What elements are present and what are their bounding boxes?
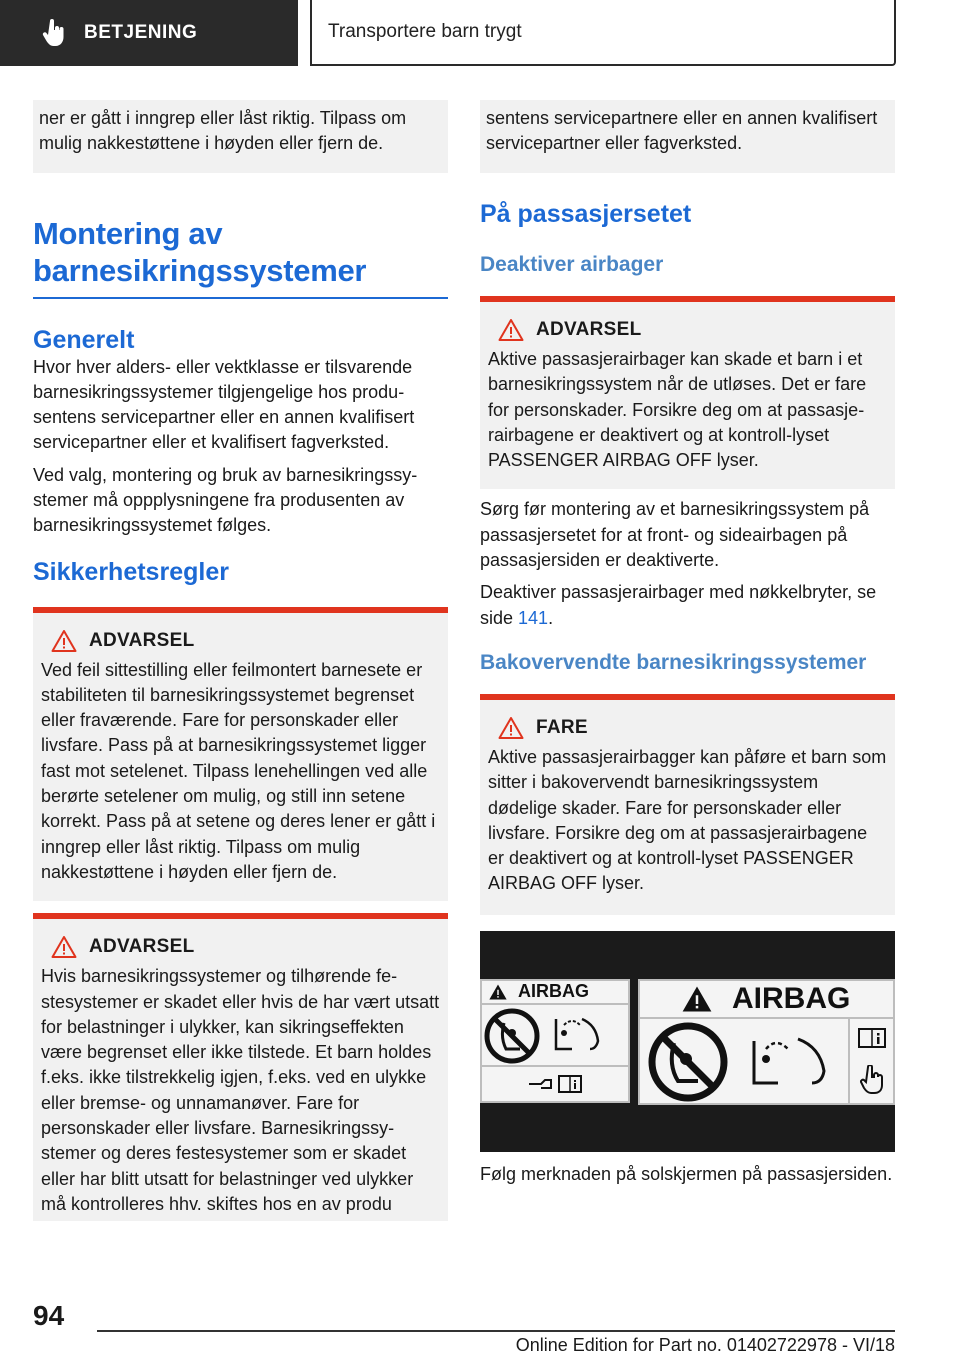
no-child-seat-icon — [482, 1005, 542, 1067]
warning-text: Hvis barnesikringssystemer og tilhørende festesystemer er skadet eller hvis de har vært utsatt for belastninger i ulykker, kan sikringseffekten være begrenset eller ikke tilstede. Et barn holdes f.eks. ikke tilstrekkelig igjen, f.eks. ved en ulykke eller bremse- og unnamanøver. Fare for personskader eller livsfare. Barnesikringssystemer og deres festesystemer som er skadet eller har blitt utsatt for belastninger ved ulykker må kontrolleres hhv. skiftes hos en av produ — [41, 966, 440, 1214]
key-switch-text: Deaktiver passasjerairbager med nøkkelbryter, se side — [480, 582, 877, 628]
airbag-label-photo — [480, 931, 895, 1152]
section-label: BETJENING — [84, 22, 198, 43]
danger-box — [480, 694, 895, 915]
airbag-label-large — [638, 979, 895, 1105]
pointing-hand-and-book-icon — [525, 1072, 585, 1096]
general-paragraph-1: Hvor hver alders- eller vektklasse er tilsvarende barnesikringssystemer tilgjengelige hos produsentens servicepartner eller en annen kvalifisert servicepartner eller et kvalifisert fagverksted. — [33, 356, 415, 453]
airbag-label-text: AIRBAG — [518, 981, 589, 1002]
warning-triangle-icon — [498, 318, 524, 342]
hand-pointer-icon — [42, 19, 66, 47]
warning-title: ADVARSEL — [536, 319, 642, 340]
warning-box-1 — [33, 607, 448, 902]
key-switch-suffix: . — [548, 607, 554, 628]
warning-triangle-icon — [680, 984, 714, 1014]
safety-heading: Sikkerhetsregler — [33, 557, 229, 586]
airbag-deploy-icon — [736, 1019, 848, 1105]
danger-title: FARE — [536, 716, 588, 738]
warning-title: ADVARSEL — [89, 629, 195, 651]
warning-title: ADVARSEL — [89, 936, 195, 958]
warning-triangle-icon — [51, 629, 77, 653]
airbag-label-small — [480, 979, 630, 1103]
left-column — [33, 100, 448, 1221]
deactivate-airbags-heading: Deaktiver airbager — [480, 253, 664, 276]
page-number: 94 — [33, 1300, 65, 1331]
chapter-title: Transportere barn trygt — [310, 0, 896, 66]
right-column — [480, 100, 895, 1187]
no-child-seat-icon — [640, 1019, 736, 1105]
main-heading: Montering av barnesikringssystemer — [33, 216, 367, 288]
pointing-hand-icon — [859, 1065, 885, 1095]
key-switch-paragraph — [480, 580, 895, 631]
warning-triangle-icon — [51, 935, 77, 959]
photo-caption: Følg merknaden på solskjermen på passasjersiden. — [480, 1163, 893, 1184]
passenger-seat-heading: På passasjersetet — [480, 200, 692, 228]
warning-triangle-icon — [488, 983, 508, 1001]
airbag-deploy-icon — [542, 1005, 612, 1067]
carry-over-box — [480, 100, 895, 173]
carry-over-text: ner er gått i inngrep eller låst riktig. Tilpass om mulig nakkestøttene i høyden eller fjern de. — [39, 108, 407, 154]
warning-triangle-icon — [498, 716, 524, 740]
general-paragraph-2: Ved valg, montering og bruk av barnesikringssystemer må oppplysningene fra produsenten av barnesikringssystemet følges. — [33, 464, 418, 536]
footer-rule — [97, 1330, 895, 1332]
section-tab[interactable] — [0, 0, 298, 66]
edition-text: Online Edition for Part no. 01402722978 - VI/18 — [515, 1335, 895, 1355]
warning-box-2 — [33, 913, 448, 1221]
danger-text: Aktive passasjerairbagger kan påføre et barn som sitter i bakovervendt barnesikringssystem dødelige skader. Fare for personskader eller livsfare. Forsikre deg om at passasjerairbagene er deaktivert og at kontroll-lyset PASSENGER AIRBAG OFF lyser. — [488, 746, 887, 894]
warning-text: Ved feil sittestilling eller feilmontert barnesete er stabiliteten til barnesikringssystemet begrenset eller fraværende. Fare for personskader eller livsfare. Pass på at barnesikringssystemet ligger fast mot setelenet. Tilpass lenehellingen ved alle berørte setelener om mulig, og still inn setene korrekt. Pass på at setene og deres lener er gått i inngrep eller låst riktig. Tilpass om mulig nakkestøttene i høyden eller fjern de. — [41, 659, 436, 882]
mounting-paragraph: Sørg før montering av et barnesikringssystem på passasjersetet for at front- og sideairbagen på passasjersiden er deaktiverte. — [480, 499, 870, 571]
warning-text: Aktive passasjerairbager kan skade et barn i et barnesikringssystem når de utløses. Det er fare for personskader. Forsikre deg om at passasjerairbagene er deaktivert og at kontroll-lyset PASSENGER AIRBAG OFF lyser. — [488, 349, 867, 471]
page-reference-link[interactable]: 141 — [518, 607, 549, 628]
heading-rule — [33, 297, 448, 299]
carry-over-text: sentens servicepartnere eller en annen kvalifisert servicepartner eller fagverksted. — [486, 108, 878, 154]
general-heading: Generelt — [33, 325, 135, 354]
book-icon — [857, 1027, 887, 1049]
rear-facing-heading: Bakovervendte barnesikringssystemer — [480, 650, 867, 674]
warning-box-3 — [480, 296, 895, 489]
carry-over-box — [33, 100, 448, 173]
airbag-label-text: AIRBAG — [732, 981, 851, 1015]
